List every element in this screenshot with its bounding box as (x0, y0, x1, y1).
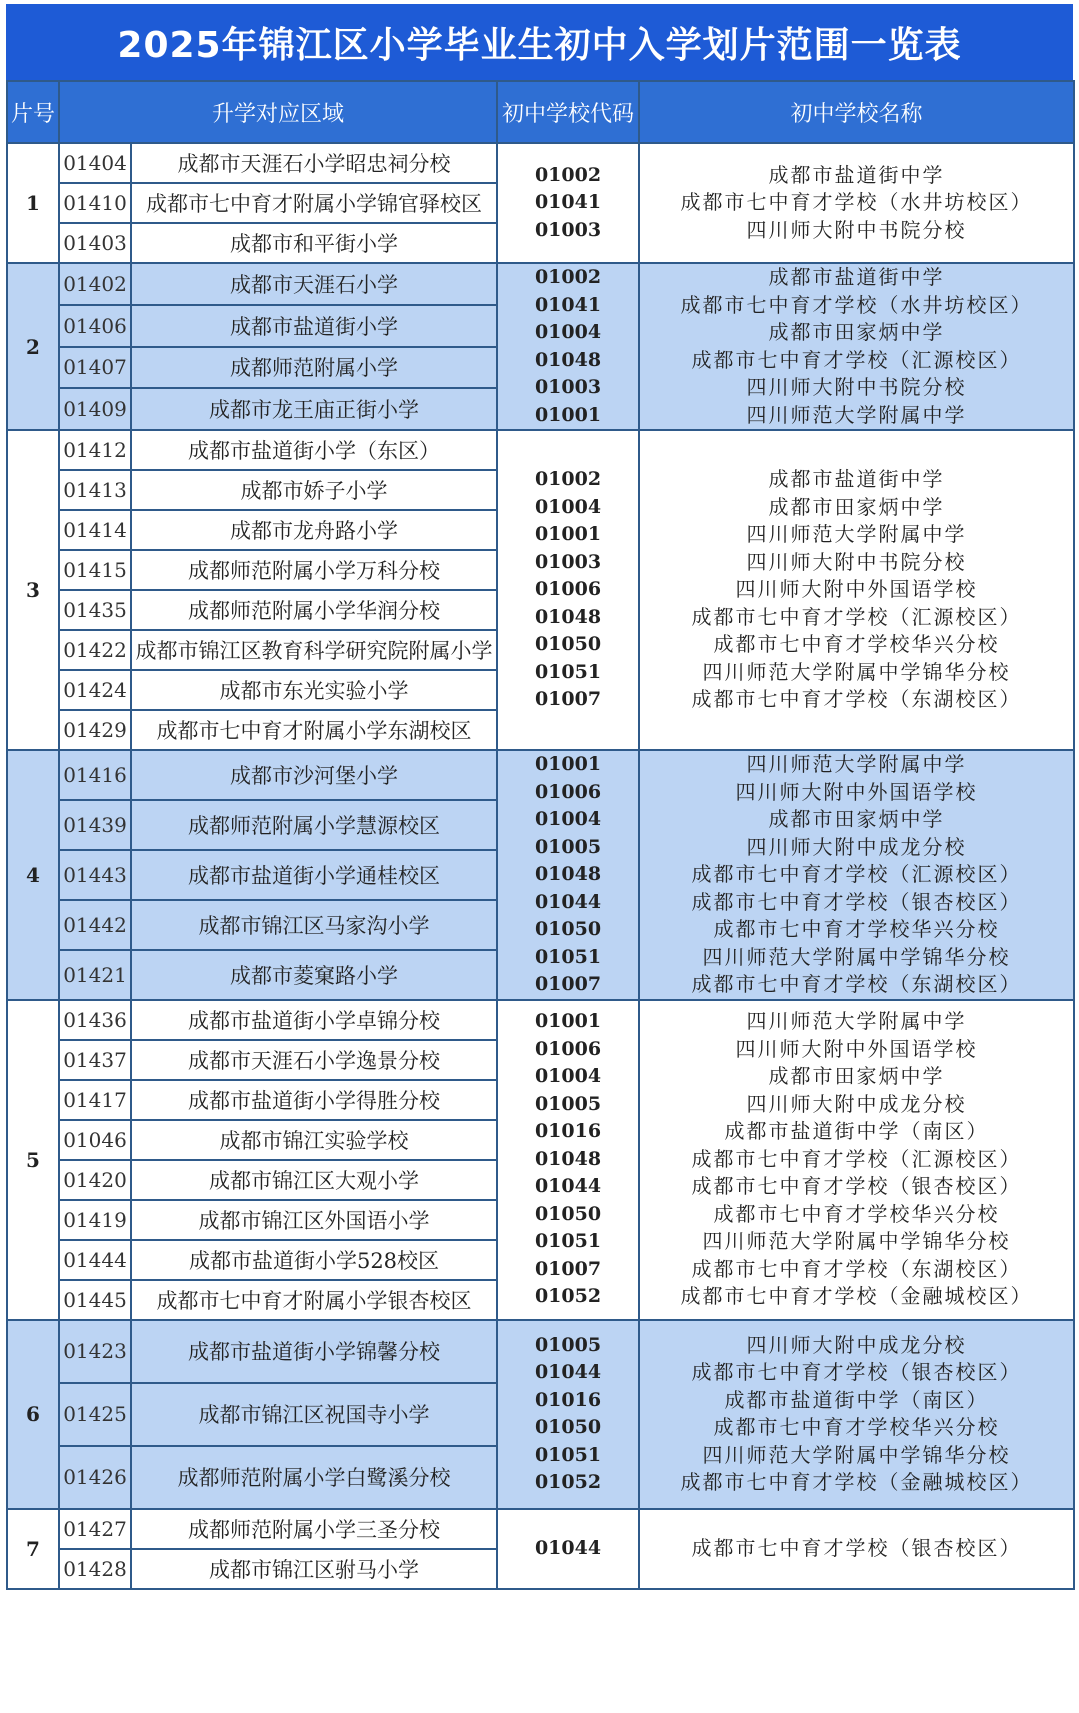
middle-school-name: 成都市盐道街中学 (768, 162, 945, 187)
middle-school-codes (497, 750, 639, 1000)
middle-school-name: 成都市七中育才学校（金融城校区） (680, 1284, 1033, 1309)
district-number: 2 (7, 263, 59, 430)
middle-school-code: 01050 (534, 1416, 602, 1438)
primary-school-name: 成都市盐道街小学卓锦分校 (131, 1000, 497, 1040)
middle-school-name: 成都市田家炳中学 (768, 320, 945, 344)
middle-school-code: 01003 (534, 376, 602, 398)
table-row (7, 1320, 1074, 1383)
middle-school-name: 成都市七中育才学校（东湖校区） (691, 687, 1022, 712)
middle-school-name: 四川师大附中外国语学校 (735, 577, 978, 602)
primary-school-code: 01425 (59, 1383, 131, 1446)
middle-school-codes (497, 143, 639, 263)
district-number: 5 (7, 1000, 59, 1320)
district-number: 6 (7, 1320, 59, 1509)
primary-school-code: 01443 (59, 850, 131, 900)
middle-school-code: 01004 (534, 1065, 602, 1088)
primary-school-name: 成都市盐道街小学 (131, 305, 497, 347)
primary-school-code: 01410 (59, 183, 131, 223)
middle-school-code: 01002 (534, 468, 602, 491)
middle-school-name: 成都市七中育才学校（水井坊校区） (680, 190, 1033, 215)
primary-school-name: 成都市锦江区教育科学研究院附属小学 (131, 630, 497, 670)
middle-school-name: 四川师大附中书院分校 (746, 375, 967, 399)
middle-school-codes (497, 430, 639, 750)
primary-school-name: 成都师范附属小学 (131, 347, 497, 389)
middle-school-code: 01050 (534, 1202, 602, 1225)
middle-school-code: 01001 (534, 1010, 602, 1033)
primary-school-code: 01422 (59, 630, 131, 670)
middle-school-name: 成都市田家炳中学 (768, 1064, 945, 1089)
middle-school-code: 01002 (534, 266, 602, 288)
primary-school-name: 成都市锦江区马家沟小学 (131, 900, 497, 950)
middle-school-code: 01006 (534, 780, 602, 803)
middle-school-name: 成都市七中育才学校（银杏校区） (691, 1535, 1022, 1560)
primary-school-name: 成都市东光实验小学 (131, 670, 497, 710)
primary-school-code: 01427 (59, 1509, 131, 1549)
middle-school-code: 01006 (534, 1037, 602, 1060)
middle-school-names (639, 1509, 1074, 1589)
primary-school-code: 01403 (59, 223, 131, 263)
primary-school-code: 01413 (59, 470, 131, 510)
admission-table (6, 80, 1075, 1590)
middle-school-name: 成都市七中育才学校华兴分校 (713, 632, 1000, 657)
primary-school-name: 成都市沙河堡小学 (131, 750, 497, 800)
primary-school-name: 成都市七中育才附属小学锦官驿校区 (131, 183, 497, 223)
primary-school-code: 01414 (59, 510, 131, 550)
middle-school-code: 01048 (534, 348, 602, 371)
table-row (7, 143, 1074, 183)
middle-school-code: 01051 (534, 660, 602, 683)
middle-school-code: 01016 (534, 1120, 602, 1143)
middle-school-code: 01044 (534, 1361, 602, 1383)
middle-school-name: 成都市盐道街中学 (768, 467, 945, 492)
primary-school-code: 01417 (59, 1080, 131, 1120)
header-row (7, 81, 1074, 143)
middle-school-name: 成都市盐道街中学（南区） (724, 1119, 989, 1144)
middle-school-name: 成都市田家炳中学 (768, 494, 945, 519)
primary-school-name: 成都市锦江区驸马小学 (131, 1549, 497, 1589)
primary-school-name: 成都市天涯石小学逸景分校 (131, 1040, 497, 1080)
primary-school-name: 成都市菱窠路小学 (131, 950, 497, 1000)
middle-school-name: 四川师大附中外国语学校 (735, 779, 978, 804)
middle-school-name: 四川师大附中书院分校 (746, 549, 967, 574)
middle-school-code: 01052 (534, 1471, 602, 1493)
primary-school-code: 01437 (59, 1040, 131, 1080)
middle-school-name: 成都市七中育才学校（水井坊校区） (680, 292, 1033, 317)
primary-school-name: 成都师范附属小学白鹭溪分校 (131, 1446, 497, 1509)
header-middle-name: 初中学校名称 (639, 81, 1074, 143)
table-row (7, 1000, 1074, 1040)
middle-school-code: 01050 (534, 918, 602, 940)
primary-school-name: 成都师范附属小学慧源校区 (131, 800, 497, 850)
middle-school-name: 四川师范大学附属中学锦华分校 (702, 1442, 1011, 1467)
middle-school-name: 成都市盐道街中学（南区） (724, 1387, 989, 1412)
middle-school-code: 01001 (534, 753, 602, 775)
primary-school-name: 成都市盐道街小学得胜分校 (131, 1080, 497, 1120)
middle-school-codes (497, 1000, 639, 1320)
table-wrapper (6, 4, 1073, 1590)
middle-school-name: 成都市七中育才学校（汇源校区） (691, 347, 1022, 372)
primary-school-code: 01428 (59, 1549, 131, 1589)
primary-school-code: 01412 (59, 430, 131, 470)
middle-school-codes (497, 1509, 639, 1589)
primary-school-code: 01444 (59, 1240, 131, 1280)
primary-school-code: 01445 (59, 1280, 131, 1320)
middle-school-code: 01044 (534, 890, 602, 913)
middle-school-name: 成都市盐道街中学 (768, 265, 945, 289)
district-number: 4 (7, 750, 59, 1000)
primary-school-code: 01046 (59, 1120, 131, 1160)
primary-school-code: 01429 (59, 710, 131, 750)
middle-school-code: 01051 (534, 1443, 602, 1466)
primary-school-name: 成都市七中育才附属小学东湖校区 (131, 710, 497, 750)
primary-school-code: 01416 (59, 750, 131, 800)
middle-school-codes (497, 1320, 639, 1509)
primary-school-code: 01424 (59, 670, 131, 710)
middle-school-name: 四川师大附中成龙分校 (746, 1332, 967, 1357)
middle-school-names (639, 263, 1074, 430)
middle-school-name: 成都市七中育才学校华兴分校 (713, 917, 1000, 941)
middle-school-code: 01002 (534, 163, 602, 186)
middle-school-code: 01006 (534, 578, 602, 601)
primary-school-code: 01407 (59, 347, 131, 389)
middle-school-code: 01003 (534, 550, 602, 573)
primary-school-name: 成都市七中育才附属小学银杏校区 (131, 1280, 497, 1320)
primary-school-name: 成都市天涯石小学昭忠祠分校 (131, 143, 497, 183)
middle-school-code: 01051 (534, 1230, 602, 1253)
primary-school-name: 成都市天涯石小学 (131, 263, 497, 305)
middle-school-name: 成都市七中育才学校（东湖校区） (691, 1256, 1022, 1281)
primary-school-code: 01435 (59, 590, 131, 630)
page-title: 2025年锦江区小学毕业生初中入学划片范围一览表 (6, 4, 1073, 80)
middle-school-code: 01005 (534, 1092, 602, 1115)
middle-school-name: 成都市七中育才学校（金融城校区） (680, 1470, 1033, 1494)
primary-school-code: 01421 (59, 950, 131, 1000)
middle-school-name: 四川师范大学附属中学 (746, 402, 967, 427)
middle-school-names (639, 750, 1074, 1000)
primary-school-code: 01436 (59, 1000, 131, 1040)
middle-school-code: 01007 (534, 973, 602, 995)
primary-school-code: 01426 (59, 1446, 131, 1509)
middle-school-name: 四川师范大学附属中学 (746, 752, 967, 776)
middle-school-name: 四川师范大学附属中学锦华分校 (702, 659, 1011, 684)
middle-school-code: 01005 (534, 835, 602, 858)
middle-school-names (639, 143, 1074, 263)
table-row (7, 750, 1074, 800)
primary-school-name: 成都市锦江区大观小学 (131, 1160, 497, 1200)
middle-school-code: 01001 (534, 523, 602, 546)
middle-school-name: 四川师范大学附属中学锦华分校 (702, 1229, 1011, 1254)
middle-school-name: 成都市七中育才学校华兴分校 (713, 1415, 1000, 1439)
middle-school-name: 成都市七中育才学校（银杏校区） (691, 889, 1022, 914)
middle-school-code: 01048 (534, 863, 602, 885)
middle-school-code: 01004 (534, 321, 602, 343)
middle-school-code: 01003 (534, 218, 602, 241)
middle-school-name: 四川师大附中成龙分校 (746, 834, 967, 859)
primary-school-code: 01409 (59, 388, 131, 430)
header-area: 升学对应区域 (59, 81, 497, 143)
middle-school-code: 01044 (534, 1536, 602, 1559)
primary-school-name: 成都师范附属小学三圣分校 (131, 1509, 497, 1549)
primary-school-code: 01406 (59, 305, 131, 347)
middle-school-names (639, 1320, 1074, 1509)
primary-school-name: 成都市龙王庙正街小学 (131, 388, 497, 430)
middle-school-code: 01051 (534, 945, 602, 968)
district-number: 1 (7, 143, 59, 263)
middle-school-code: 01041 (534, 191, 602, 214)
middle-school-code: 01048 (534, 1147, 602, 1170)
primary-school-code: 01402 (59, 263, 131, 305)
primary-school-code: 01420 (59, 1160, 131, 1200)
primary-school-name: 成都市盐道街小学528校区 (131, 1240, 497, 1280)
table-row (7, 430, 1074, 470)
primary-school-name: 成都市盐道街小学通桂校区 (131, 850, 497, 900)
primary-school-name: 成都师范附属小学华润分校 (131, 590, 497, 630)
middle-school-name: 成都市田家炳中学 (768, 807, 945, 831)
header-pian: 片号 (7, 81, 59, 143)
primary-school-name: 成都市锦江区祝国寺小学 (131, 1383, 497, 1446)
primary-school-name: 成都市和平街小学 (131, 223, 497, 263)
middle-school-name: 四川师大附中外国语学校 (735, 1036, 978, 1061)
middle-school-name: 成都市七中育才学校（汇源校区） (691, 1146, 1022, 1171)
middle-school-code: 01041 (534, 293, 602, 316)
middle-school-name: 成都市七中育才学校（汇源校区） (691, 862, 1022, 886)
primary-school-code: 01423 (59, 1320, 131, 1383)
primary-school-code: 01419 (59, 1200, 131, 1240)
middle-school-name: 成都市七中育才学校华兴分校 (713, 1201, 1000, 1226)
middle-school-code: 01007 (534, 688, 602, 711)
middle-school-name: 成都市七中育才学校（银杏校区） (691, 1174, 1022, 1199)
primary-school-name: 成都市锦江实验学校 (131, 1120, 497, 1160)
middle-school-code: 01004 (534, 495, 602, 518)
middle-school-code: 01050 (534, 633, 602, 656)
middle-school-names (639, 430, 1074, 750)
middle-school-name: 四川师大附中成龙分校 (746, 1091, 967, 1116)
middle-school-name: 成都市七中育才学校（汇源校区） (691, 604, 1022, 629)
primary-school-code: 01439 (59, 800, 131, 850)
district-number: 3 (7, 430, 59, 750)
middle-school-code: 01005 (534, 1333, 602, 1356)
middle-school-name: 成都市七中育才学校（银杏校区） (691, 1360, 1022, 1384)
table-row (7, 263, 1074, 305)
primary-school-name: 成都市盐道街小学锦馨分校 (131, 1320, 497, 1383)
middle-school-name: 四川师范大学附属中学锦华分校 (702, 944, 1011, 969)
middle-school-name: 四川师范大学附属中学 (746, 522, 967, 547)
middle-school-code: 01004 (534, 808, 602, 830)
primary-school-name: 成都师范附属小学万科分校 (131, 550, 497, 590)
primary-school-code: 01404 (59, 143, 131, 183)
primary-school-code: 01415 (59, 550, 131, 590)
middle-school-name: 四川师大附中书院分校 (746, 217, 967, 242)
table-row (7, 1509, 1074, 1549)
middle-school-code: 01048 (534, 605, 602, 628)
primary-school-name: 成都市龙舟路小学 (131, 510, 497, 550)
middle-school-code: 01007 (534, 1257, 602, 1280)
middle-school-name: 四川师范大学附属中学 (746, 1009, 967, 1034)
middle-school-code: 01016 (534, 1388, 602, 1411)
middle-school-code: 01044 (534, 1175, 602, 1198)
primary-school-code: 01442 (59, 900, 131, 950)
middle-school-code: 01052 (534, 1285, 602, 1308)
middle-school-codes (497, 263, 639, 430)
primary-school-name: 成都市锦江区外国语小学 (131, 1200, 497, 1240)
middle-school-names (639, 1000, 1074, 1320)
middle-school-code: 01001 (534, 403, 602, 426)
primary-school-name: 成都市盐道街小学（东区） (131, 430, 497, 470)
middle-school-name: 成都市七中育才学校（东湖校区） (691, 972, 1022, 996)
header-middle-code: 初中学校代码 (497, 81, 639, 143)
district-number: 7 (7, 1509, 59, 1589)
primary-school-name: 成都市娇子小学 (131, 470, 497, 510)
